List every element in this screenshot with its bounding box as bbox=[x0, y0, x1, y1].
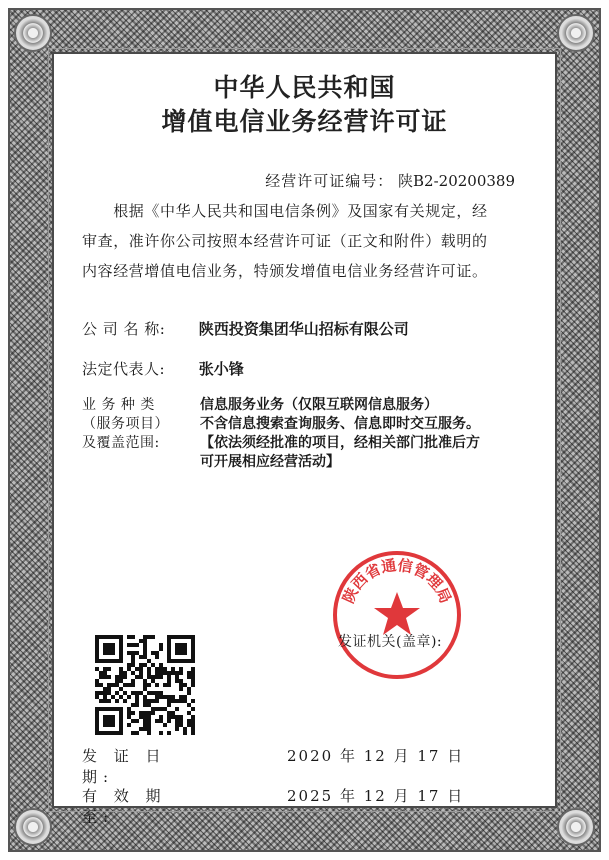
service-line: 信息服务业务（仅限互联网信息服务） bbox=[200, 397, 438, 413]
svg-text:陕西省通信管理局: 陕西省通信管理局 bbox=[339, 556, 455, 606]
service-label: 业 务 种 类 bbox=[82, 397, 155, 413]
statement-line: 根据《中华人民共和国电信条例》及国家有关规定，经 bbox=[82, 202, 488, 220]
issue-date-label: 发 证 日 期: bbox=[82, 747, 167, 786]
service-line: 【依法须经批准的项目，经相关部门批准后方 bbox=[200, 435, 480, 451]
license-statement bbox=[82, 196, 542, 286]
valid-until-value: 2025 年 12 月 17 日 bbox=[287, 787, 465, 805]
license-number bbox=[265, 170, 515, 191]
license-number-label: 经营许可证编号： bbox=[265, 172, 394, 190]
company-label: 公 司 名 称: bbox=[82, 320, 166, 338]
company-value: 陕西投资集团华山招标有限公司 bbox=[198, 320, 409, 338]
official-seal-icon bbox=[330, 548, 464, 682]
valid-until-label: 有 效 期 至: bbox=[82, 787, 167, 826]
corner-ornament-icon bbox=[557, 808, 595, 846]
valid-until-row bbox=[82, 785, 465, 827]
service-line: 可开展相应经营活动】 bbox=[200, 454, 340, 470]
license-number-value: 陕B2-20200389 bbox=[398, 172, 515, 190]
service-label: 及覆盖范围: bbox=[82, 435, 160, 451]
rep-value: 张小锋 bbox=[198, 360, 244, 378]
statement-line: 内容经营增值电信业务，特颁发增值电信业务经营许可证。 bbox=[82, 262, 488, 280]
page-subtitle: 增值电信业务经营许可证 bbox=[161, 107, 448, 136]
service-line: 不含信息搜索查询服务、信息即时交互服务。 bbox=[200, 416, 480, 432]
issue-date-value: 2020 年 12 月 17 日 bbox=[287, 747, 465, 765]
corner-ornament-icon bbox=[14, 14, 52, 52]
service-labels bbox=[82, 396, 198, 453]
issue-date-row bbox=[82, 745, 465, 787]
issuer-label: 发证机关(盖章): bbox=[338, 634, 443, 650]
rep-row bbox=[82, 358, 244, 379]
service-values bbox=[200, 396, 560, 472]
qr-code bbox=[95, 635, 195, 735]
service-label: （服务项目） bbox=[82, 416, 169, 432]
corner-ornament-icon bbox=[14, 808, 52, 846]
corner-ornament-icon bbox=[557, 14, 595, 52]
rep-label: 法定代表人: bbox=[82, 360, 166, 378]
page-title: 中华人民共和国 bbox=[213, 73, 396, 102]
statement-line: 审查，准许你公司按照本经营许可证（正文和附件）载明的 bbox=[82, 232, 488, 250]
company-row bbox=[82, 318, 409, 339]
